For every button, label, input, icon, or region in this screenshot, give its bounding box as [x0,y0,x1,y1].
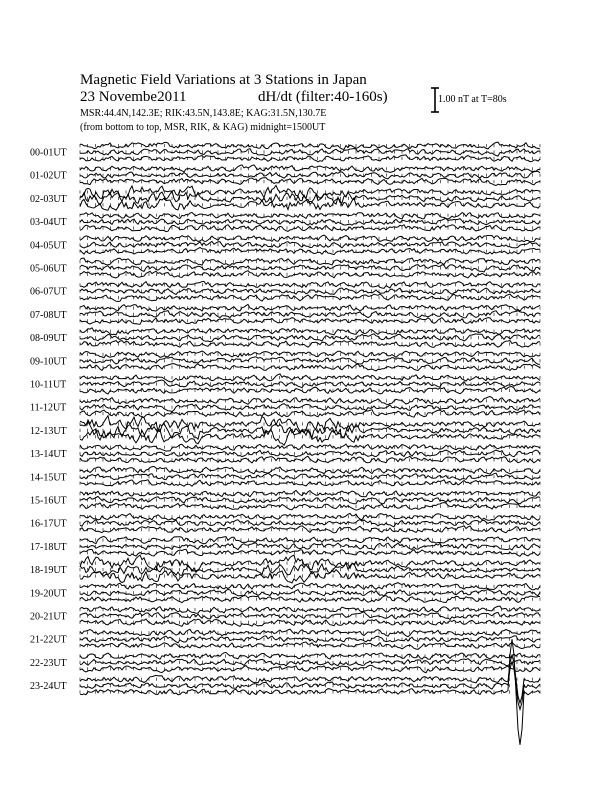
minute-ticks [80,522,540,525]
hour-row [30,328,540,348]
minute-ticks [80,422,540,425]
minute-ticks [80,515,540,518]
minute-ticks [80,591,540,594]
minute-ticks [80,214,540,217]
minute-ticks [80,452,540,455]
minute-ticks [80,482,540,485]
minute-ticks [80,492,540,495]
minute-ticks [80,435,540,438]
minute-ticks [80,260,540,263]
hour-label: 08-09UT [30,333,67,345]
hour-row [30,185,540,210]
station-order-note: (from bottom to top, MSR, RIK, & KAG) midnight=1500UT [80,122,326,133]
minute-ticks [80,469,540,472]
hour-row [30,397,540,418]
hour-row [30,629,540,649]
hour-label: 14-15UT [30,472,67,484]
hour-label: 22-23UT [30,657,67,669]
scale-label: 1.00 nT at T=80s [438,94,507,105]
hour-row [30,444,540,463]
hour-row [30,466,540,486]
minute-ticks [80,319,540,322]
minute-ticks [80,661,540,664]
minute-ticks [80,505,540,508]
hour-label: 13-14UT [30,449,67,461]
hour-label: 01-02UT [30,170,67,182]
minute-ticks [80,243,540,246]
hour-row [30,212,540,231]
minute-ticks [80,342,540,345]
minute-ticks [80,144,540,147]
minute-ticks [80,197,540,200]
minute-ticks [80,250,540,253]
minute-ticks [80,389,540,392]
minute-ticks [80,644,540,647]
chart-title: Magnetic Field Variations at 3 Stations in Japan [80,72,367,88]
minute-ticks [80,174,540,177]
chart-date: 23 Novembe2011 [80,89,187,105]
hour-row [30,281,540,301]
hour-row [30,416,540,446]
hour-label: 17-18UT [30,541,67,553]
hour-row [30,583,540,603]
minute-ticks [80,475,540,478]
minute-ticks [80,406,540,409]
hour-row [30,536,540,556]
hour-label: 03-04UT [30,217,67,229]
chart-quantity: dH/dt (filter:40-160s) [258,89,388,105]
minute-ticks [80,366,540,369]
hour-label: 02-03UT [30,193,67,205]
minute-ticks [80,598,540,601]
hour-row [30,258,540,278]
hour-row [30,490,540,510]
minute-ticks [80,313,540,316]
minute-ticks [80,538,540,541]
minute-ticks [80,551,540,554]
hour-label: 20-21UT [30,611,67,623]
minute-ticks [80,631,540,634]
minute-ticks [80,180,540,183]
hour-label: 07-08UT [30,309,67,321]
minute-ticks [80,266,540,269]
minute-ticks [80,638,540,641]
minute-ticks [80,684,540,687]
hour-label: 21-22UT [30,634,67,646]
hour-label: 05-06UT [30,263,67,275]
minute-ticks [80,690,540,693]
minute-ticks [80,296,540,299]
minute-ticks [80,429,540,432]
hour-row [30,351,540,371]
minute-ticks [80,667,540,670]
hour-label: 23-24UT [30,681,67,693]
hour-label: 04-05UT [30,240,67,252]
minute-ticks [80,399,540,402]
hour-row [30,513,540,533]
hour-row [30,304,540,324]
hour-row [30,606,540,626]
minute-ticks [80,614,540,617]
minute-ticks [80,562,540,565]
minute-ticks [80,574,540,577]
minute-ticks [80,190,540,193]
minute-ticks [80,353,540,356]
hour-row [30,165,540,186]
minute-ticks [80,359,540,362]
hour-label: 00-01UT [30,147,67,159]
hour-row [30,555,540,583]
minute-ticks [80,237,540,240]
hour-label: 15-16UT [30,495,67,507]
hour-row [30,652,540,672]
minute-ticks [80,336,540,339]
minute-ticks [80,678,540,681]
minute-ticks [80,382,540,385]
minute-ticks [80,498,540,501]
minute-ticks [80,654,540,657]
minute-ticks [80,621,540,624]
hour-label: 19-20UT [30,588,67,600]
station-coordinates: MSR:44.4N,142.3E; RIK:43.5N,143.8E; KAG:31.5N,130.7E [80,108,327,119]
minute-ticks [80,150,540,153]
hour-label: 11-12UT [30,402,67,414]
minute-ticks [80,157,540,160]
minute-ticks [80,283,540,286]
hour-row [30,374,540,394]
minute-ticks [80,528,540,531]
minute-ticks [80,376,540,379]
hour-label: 12-13UT [30,425,67,437]
minute-ticks [80,306,540,309]
hour-label: 16-17UT [30,518,67,530]
hour-row [30,142,540,162]
minute-ticks [80,585,540,588]
minute-ticks [80,330,540,333]
minute-ticks [80,412,540,415]
minute-ticks [80,167,540,170]
hour-label: 06-07UT [30,286,67,298]
hour-label: 10-11UT [30,379,67,391]
minute-ticks [80,220,540,223]
hour-label: 09-10UT [30,356,67,368]
minute-ticks [80,226,540,229]
hour-label: 18-19UT [30,565,67,577]
minute-ticks [80,273,540,276]
minute-ticks [80,446,540,449]
minute-ticks [80,458,540,461]
minute-ticks [80,608,540,611]
hour-row [30,235,540,255]
minute-ticks [80,290,540,293]
minute-ticks [80,545,540,548]
minute-ticks [80,203,540,206]
